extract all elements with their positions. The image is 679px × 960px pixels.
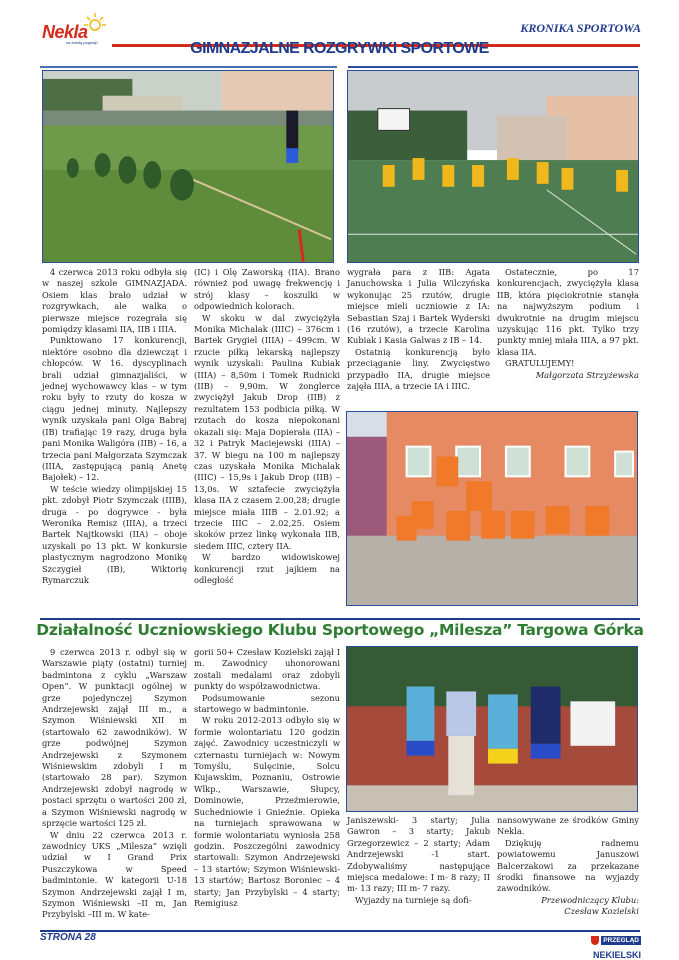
- article1-column-1: [42, 267, 187, 586]
- section-label: KRONIKA SPORTOWA: [520, 21, 641, 35]
- paragraph: W skoku w dal zwyciężyła Monika Michalak (IIIC) – 376cm i Bartek Grygiel (IIIA) – 499cm. W rzucie piłką lekarską najlepszy wynik uzyskali: Paulina Kubiak (IIIA) – 8,50m i Tomek Rudnicki (IIB) – 9,90m. W żonglerce zwyciężył Jakub Drop (IIB) z rezultatem 153 podbicia piłką. W rzutach do kosza niepokonani okazali się: Maja Dopierała (IIA) – 32 i Patryk Maciejewski (IIIA) – 37. W biegu na 100 m najlepszy czas uzyskała Monika Michalak (IIIC) – 15,9s i Jakub Drop (IIB) – 13,0s. W sztafecie zwyciężyła klasa IIA z czasem 2.00,28; drugie miejsce miała IIIB – 2.01.92; a trzecie IIIC – 2.02,25. Osiem skoków przez linkę wykonała IIB, siedem IIIC, cztery IIA.: [194, 312, 340, 551]
- article2-column-1: [42, 647, 187, 921]
- paragraph: nansowywane ze środków Gminy Nekla.: [497, 815, 639, 837]
- article-title: Działalność Uczniowskiego Klubu Sportowego „Milesza” Targowa Górka: [36, 621, 644, 639]
- paragraph: Podsumowanie sezonu startowego w badmintonie.: [194, 692, 340, 715]
- congrats-text: GRATULUJEMY!: [505, 358, 575, 369]
- paragraph: W dniu 22 czerwca 2013 r. zawodnicy UKS „Milesza” wzięli udział w I Grand Prix Puszczykowa w Speed badmintonie. W kategorii U-18 Szymon Andrzejewski zajął I m, Szymon Wiśniewski –II m, Jan Przybylski –III m. W kate-: [42, 829, 187, 920]
- paragraph: Wyjazdy na turnieje są dofi-: [355, 894, 472, 905]
- article1-column-4: [497, 267, 639, 381]
- logo-text: Nekla: [42, 22, 88, 42]
- section-divider: [40, 618, 640, 620]
- paragraph: Ostatnią konkurencją było przeciąganie liny. Zwycięstwo przypadło IIA, drugie miejsce zajęła IIIA, a trzecie IA i IIIC.: [347, 346, 490, 392]
- article2-column-3: [347, 815, 490, 906]
- paragraph: Dziękuję radnemu powiatowemu Januszowi Balcerzakowi za przekazane środki finansowe na wyjazdy zawodników.: [497, 837, 639, 894]
- paragraph: W bardzo widowiskowej konkurencji rzut jajkiem na odległość: [194, 552, 340, 585]
- photo-rope-skipping: [347, 70, 639, 263]
- photo-group-orange: [346, 411, 638, 606]
- paragraph: wygrała para z IIB: Agata Januchowska i Julia Wilczyńska wykonując 25 rzutów, drugie miejsce mieli uczniowie z IA: Sebastian Szaj i Bartek Wyderski (16 rzutów), a trzecie Karolina Kubiak i Kasia Galwas z IB – 14.: [347, 267, 490, 346]
- paragraph: W teście wiedzy olimpijskiej 15 pkt. zdobył Piotr Szymczak (IIIB), druga - po dogrywce - była Weronika Remisz (IIIA), a trzeci Bartek Najtkowski (IIA) – oboje uzyskali po 13 pkt. W konkursie plastycznym nagrodzono Monikę Szczygieł (IB), Wiktorię Rymarczuk: [42, 483, 187, 585]
- title-underline-left: [40, 66, 337, 68]
- article-title: GIMNAZJALNE ROZGRYWKI SPORTOWE: [190, 40, 489, 57]
- paragraph: Punktowano 17 konkurencji, niektóre osobno dla dziewcząt i chłopców. W 16. dyscyplinach brali udział gimnazjaliści, w jednej wychowawcy klas – w tym roku były to rzuty do kosza w ciągu jednej minuty. Najlepszy wynik uzyskała pani Olga Babraj (IB) trafiając 19 razy, druga była pani Monika Waligóra (IIB) – 16, a trzecia pani Małgorzata Szymczak (IIIA, zastępującą panią Anetę Bajołek) – 12.: [42, 335, 187, 483]
- author-signature: Małgorzata Strzyżewska: [535, 369, 639, 380]
- paragraph: 9 czerwca 2013 r. odbył się w Warszawie piąty (ostatni) turniej badmintona z cyklu „Warszaw Open”. W punktacji ogólnej w grze pojedynczej Szymon Andrzejewski zajął III m., a Szymon Wiśniewski XII m (startowało 62 zawodników). W grze podwójnej Szymon Andrzejewski z Szymonem Wiśniewskim zdobyli I m (startowało 28 par). Szymon Andrzejewski zdobył nagrodę w postaci sprzętu o wartości 200 zł, a Szymon Wiśniewski nagrodę w sprzęcie wartości 125 zł.: [42, 647, 187, 829]
- paragraph: (IC) i Olę Zaworską (IIA). Brano również pod uwagę frekwencję i strój klasy – koszulki w odpowiednich kolorach.: [194, 267, 340, 312]
- paragraph: 4 czerwca 2013 roku odbyła się w naszej szkole GIMNAZJADA. Osiem klas brało udział w rozgrywkach, ale walka o pierwsze miejsce rozegrała się pomiędzy klasami IIA, IIB i IIIA.: [42, 267, 187, 335]
- crest-icon: [591, 936, 599, 945]
- article1-column-2: [194, 267, 340, 586]
- brand-bottom: NEKIELSKI: [592, 950, 641, 960]
- paragraph: W roku 2012-2013 odbyło się w formie wolontariatu 120 godzin zajęć. Zawodnicy uczestniczyli w czternastu turniejach w: Nowym Tomyślu, Sulęcinie, Solcu Kujawskim, Poznaniu, Ostrowie Wlkp., Warszawie, Słupcy, Dominowie, Przeźmierowie, Suchedniowie i Gnieźnie. Opieka na turniejach sprawowana w formie wolontariatu wyniosła 258 godzin. Poszczególni zawodnicy startowali: Szymon Andrzejewski – 13 startów; Szymon Wiśniewski- 13 startów; Bartosz Boroniec – 4 starty; Jan Przybylski – 4 starty; Remigiusz: [194, 715, 340, 908]
- przeglad-nekielski-logo: [591, 932, 641, 960]
- article1-column-3: [347, 267, 490, 392]
- brand-top: PRZEGLĄD: [603, 937, 639, 944]
- author-role: Przewodniczący Klubu:: [541, 894, 639, 905]
- paragraph: Janiszewski- 3 starty; Julia Gawron – 3 starty; Jakub Grzegorzewicz – 2 starty; Adam Andrzejewski -1 start. Zdobywaliśmy następujące miejsca medalowe: I m- 8 razy; II m- 13 razy; III m- 7 razy.: [347, 815, 490, 894]
- paragraph: gorii 50+ Czesław Kozielski zajął I m. Zawodnicy uhonorowani zostali medalami oraz zdobyli punkty do współzawodnictwa.: [194, 647, 340, 692]
- author-signature: Czesław Kozielski: [564, 906, 639, 917]
- photo-tug-of-war: [42, 70, 334, 263]
- footer-divider: [40, 930, 640, 932]
- page-number: STRONA 28: [40, 932, 96, 943]
- logo-tagline: na każdą pogodę!: [66, 40, 98, 45]
- article2-column-2: [194, 647, 340, 909]
- photo-medalists: [346, 646, 638, 812]
- article2-column-4: [497, 815, 639, 918]
- title-underline-right: [348, 66, 638, 68]
- paragraph: Ostatecznie, po 17 konkurencjach, zwyciężyła klasa IIB, która pięciokrotnie stanęła na najwyższym podium i dwukrotnie na drugim miejscu uzyskując 116 pkt. Tylko trzy punkty mniej miała IIIA, a 97 pkt. klasa IIA.: [497, 267, 639, 357]
